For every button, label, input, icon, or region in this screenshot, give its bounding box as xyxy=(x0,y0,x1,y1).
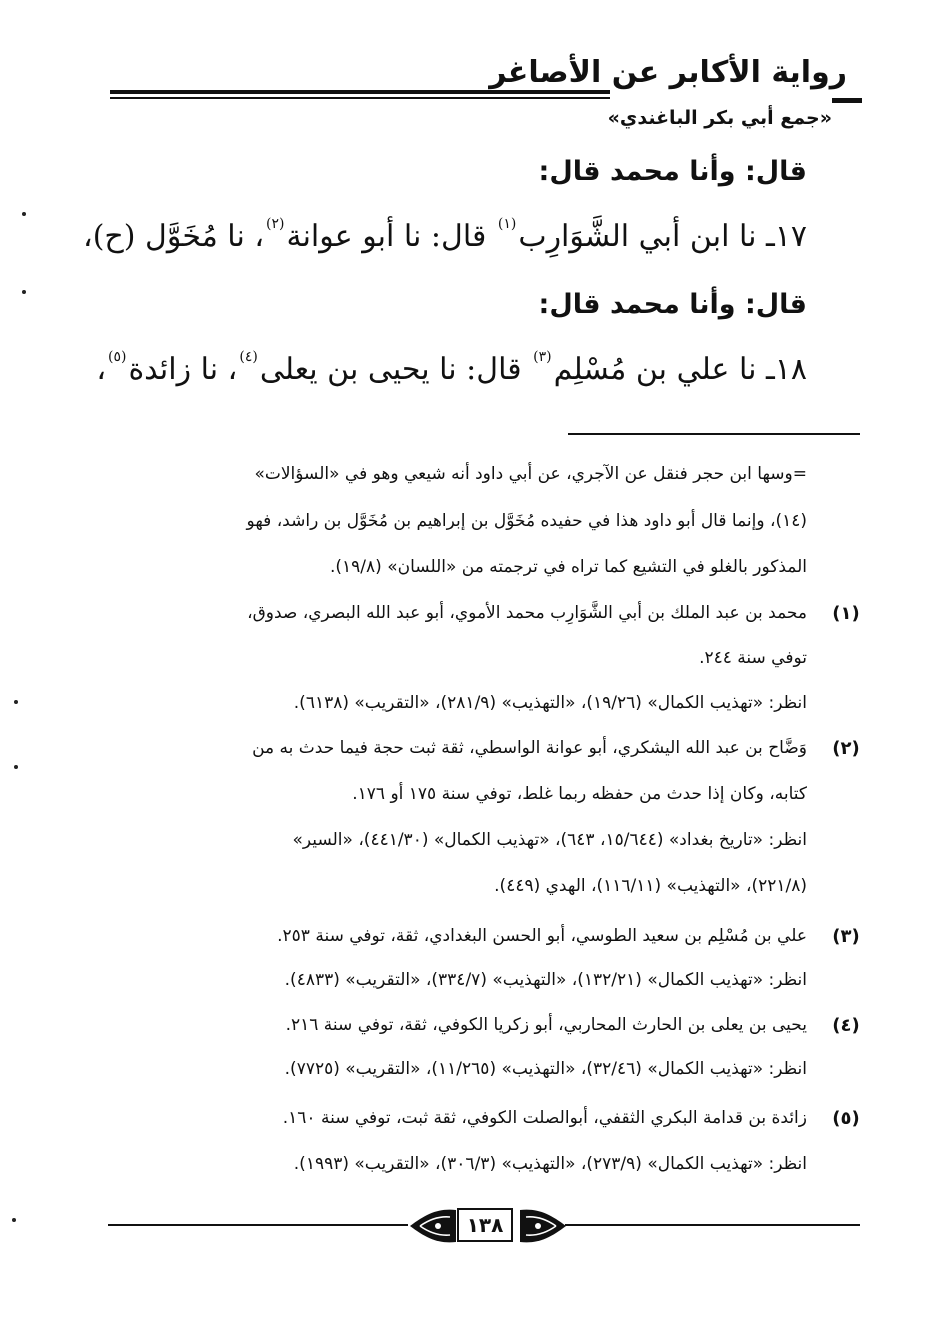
scan-speck xyxy=(22,212,26,216)
footnote-2-line: كتابه، وكان إذا حدث من حفظه ربما غلط، توفي سنة ١٧٥ أو ١٧٦. xyxy=(352,784,807,804)
footnote-number-3: (٣) xyxy=(832,926,860,947)
footnote-1-line: توفي سنة ٢٤٤. xyxy=(699,648,807,668)
scan-speck xyxy=(22,290,26,294)
hadith-17-text-2: قال: نا أبو عوانة xyxy=(286,219,496,254)
footnote-number-2: (٢) xyxy=(832,738,860,759)
hadith-17-text-3: ، نا مُخَوَّل (ح)، xyxy=(83,219,265,254)
scan-speck xyxy=(14,765,18,769)
footnote-continuation-line: =وسها ابن حجر فنقل عن الآجري، عن أبي داود أنه شيعي وهو في «السؤالات» xyxy=(254,464,807,484)
header-rule-stub xyxy=(832,98,862,103)
hadith-18-text-2: قال: نا يحيى بن يعلى xyxy=(259,352,532,387)
footer-rule-right xyxy=(565,1224,860,1226)
page-number: ١٣٨ xyxy=(457,1208,513,1242)
footnote-marker-3[interactable]: (٣) xyxy=(533,349,552,365)
running-header-title: رواية الأكابر عن الأصاغر xyxy=(489,55,847,90)
scan-speck xyxy=(14,700,18,704)
hadith-18-text-1: ١٨ـ نا علي بن مُسْلِم xyxy=(553,352,807,387)
header-double-rule xyxy=(110,90,610,99)
narrator-line-2: قال: وأنا محمد قال: xyxy=(538,289,807,320)
scan-speck xyxy=(12,1218,16,1222)
narrator-line-1: قال: وأنا محمد قال: xyxy=(538,156,807,187)
footnote-1-line: محمد بن عبد الملك بن أبي الشَّوَارِب محمد الأموي، أبو عبد الله البصري، صدوق، xyxy=(247,603,807,623)
footnote-1-line: انظر: «تهذيب الكمال» (١٩/٢٦)، «التهذيب» (٢٨١/٩)، «التقريب» (٦١٣٨). xyxy=(293,693,807,713)
footnote-2-line: انظر: «تاريخ بغداد» (١٥/٦٤٤، ٦٤٣)، «تهذيب الكمال» (٤٤١/٣٠)، «السير» xyxy=(292,830,807,850)
hadith-18-text-4: ، xyxy=(96,352,106,387)
footnote-2-line: (٢٢١/٨)، «التهذيب» (١١٦/١١)، الهدي (٤٤٩). xyxy=(494,876,807,896)
footnote-2-line: وَضَّاح بن عبد الله اليشكري، أبو عوانة الواسطي، ثقة ثبت حجة فيما حدث به من xyxy=(252,738,807,758)
running-header-subtitle: «جمع أبي بكر الباغندي» xyxy=(607,107,832,129)
hadith-18-text-3: ، نا زائدة xyxy=(128,352,238,387)
footer-rule-left xyxy=(108,1224,408,1226)
footnote-continuation-line: المذكور بالغلو في التشيع كما تراه في ترجمته من «اللسان» (١٩/٨). xyxy=(330,557,807,577)
hadith-17-text-1: ١٧ـ نا ابن أبي الشَّوَارِب xyxy=(518,219,807,254)
hadith-18 xyxy=(96,349,807,387)
footnote-3-line: علي بن مُسْلِم بن سعيد الطوسي، أبو الحسن البغدادي، ثقة، توفي سنة ٢٥٣. xyxy=(277,926,807,946)
footnote-separator xyxy=(568,433,860,435)
footnote-marker-2[interactable]: (٢) xyxy=(266,216,285,232)
footnote-marker-5[interactable]: (٥) xyxy=(108,349,127,365)
footnote-number-5: (٥) xyxy=(832,1108,860,1129)
footnote-3-line: انظر: «تهذيب الكمال» (١٣٢/٢١)، «التهذيب» (٣٣٤/٧)، «التقريب» (٤٨٣٣). xyxy=(284,970,807,990)
footnote-marker-4[interactable]: (٤) xyxy=(239,349,258,365)
footnote-marker-1[interactable]: (١) xyxy=(497,216,517,232)
footnote-continuation-line: (١٤)، وإنما قال أبو داود هذا في حفيده مُخَوَّل بن إبراهيم بن مُخَوَّل بن راشد، فهو xyxy=(246,511,807,531)
footnote-4-line: يحيى بن يعلى بن الحارث المحاربي، أبو زكريا الكوفي، ثقة، توفي سنة ٢١٦. xyxy=(285,1015,807,1035)
footnote-number-1: (١) xyxy=(832,603,860,624)
footnote-5-line: زائدة بن قدامة البكري الثقفي، أبوالصلت الكوفي، ثقة ثبت، توفي سنة ١٦٠. xyxy=(282,1108,807,1128)
footnote-4-line: انظر: «تهذيب الكمال» (٣٢/٤٦)، «التهذيب» (١١/٢٦٥)، «التقريب» (٧٧٢٥). xyxy=(284,1059,807,1079)
footnote-number-4: (٤) xyxy=(832,1015,860,1036)
footnote-5-line: انظر: «تهذيب الكمال» (٢٧٣/٩)، «التهذيب» (٣٠٦/٣)، «التقريب» (١٩٩٣). xyxy=(293,1154,807,1174)
hadith-17 xyxy=(83,216,807,254)
